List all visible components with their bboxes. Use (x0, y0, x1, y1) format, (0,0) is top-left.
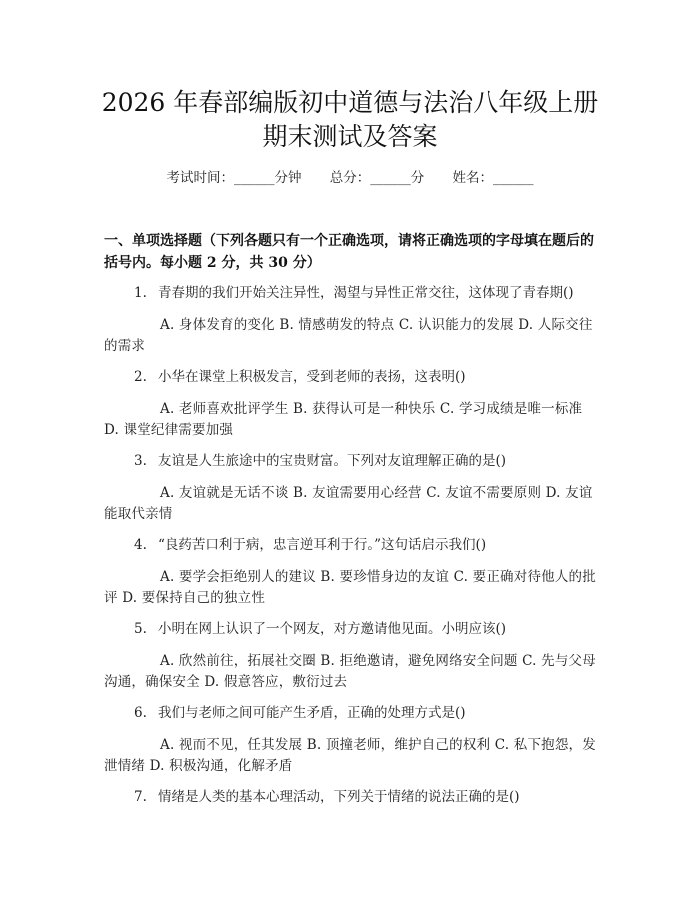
question-text: 小华在课堂上积极发言，受到老师的表扬，这表明() (158, 369, 466, 385)
question-options: A. 欣然前往，拓展社交圈 B. 拒绝邀请，避免网络安全问题 C. 先与父母沟通，确保安全 D. 假意答应，敷衍过去 (104, 653, 596, 690)
section-heading: 一、单项选择题（下列各题只有一个正确选项，请将正确选项的字母填在题后的括号内。每小题 2 分，共 30 分） (104, 233, 594, 271)
question-stem (134, 619, 604, 640)
question-stem (134, 703, 604, 724)
question-options: A. 要学会拒绝别人的建议 B. 要珍惜身边的友谊 C. 要正确对待他人的批评 D. 要保持自己的独立性 (104, 569, 596, 606)
exam-meta (0, 168, 700, 188)
question-stem (134, 283, 604, 304)
question-stem (134, 367, 604, 388)
question-number: 6. (134, 705, 147, 721)
question-options: A. 老师喜欢批评学生 B. 获得认可是一种快乐 C. 学习成绩是唯一标准 D. 课堂纪律需要加强 (104, 401, 583, 438)
question-number: 4. (134, 537, 147, 553)
question-text: 情绪是人类的基本心理活动，下列关于情绪的说法正确的是() (158, 789, 520, 805)
exam-title-line2: 期末测试及答案 (262, 122, 438, 151)
exam-title-line1: 2026 年春部编版初中道德与法治八年级上册 (101, 88, 599, 117)
question-text: “良药苦口利于病，忠言逆耳利于行。”这句话启示我们() (158, 537, 487, 553)
question-stem (134, 451, 604, 472)
question-options: A. 友谊就是无话不谈 B. 友谊需要用心经营 C. 友谊不需要原则 D. 友谊能取代亲情 (104, 485, 593, 522)
question-number: 1. (134, 285, 147, 301)
question-number: 3. (134, 453, 147, 469)
question-number: 5. (134, 621, 147, 637)
question-text: 我们与老师之间可能产生矛盾，正确的处理方式是() (158, 705, 466, 721)
question-stem (134, 787, 604, 808)
question-options: A. 视而不见，任其发展 B. 顶撞老师，维护自己的权利 C. 私下抱怨，发泄情绪 D. 积极沟通，化解矛盾 (104, 737, 596, 774)
exam-time-field: 考试时间：______分钟 (166, 170, 302, 186)
total-score-field: 总分：______分 (329, 170, 425, 186)
question-options: A. 身体发育的变化 B. 情感萌发的特点 C. 认识能力的发展 D. 人际交往的需求 (104, 317, 593, 354)
question-text: 青春期的我们开始关注异性，渴望与异性正常交往，这体现了青春期() (158, 285, 574, 301)
question-number: 2. (134, 369, 147, 385)
question-text: 小明在网上认识了一个网友，对方邀请他见面。小明应该() (158, 621, 507, 637)
student-name-field: 姓名：______ (452, 170, 534, 186)
question-number: 7. (134, 789, 147, 805)
question-stem (134, 535, 604, 556)
question-text: 友谊是人生旅途中的宝贵财富。下列对友谊理解正确的是() (158, 453, 507, 469)
